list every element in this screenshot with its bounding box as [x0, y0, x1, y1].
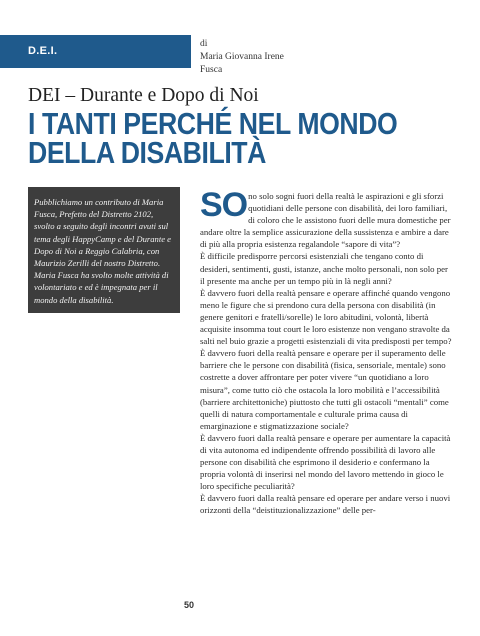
article-body: [200, 186, 452, 610]
intro-box: Pubblichiamo un contributo di Maria Fusca, Prefetto del Distretto 2102, svolto a seguito degli incontri avuti sul tema degli HappyCamp e del Durante e Dopo di Noi a Reggio Calabria, con Maurizio Zerilli del nostro Distretto. Maria Fusca ha svolto molte attività di volontariato e ed è impegnata per il mondo della disabilità.: [28, 187, 180, 313]
title-line-1: I TANTI PERCHÉ NEL MONDO: [28, 106, 398, 141]
article-title: [28, 106, 406, 170]
body-paragraph: È davvero fuori della realtà pensare e operare per il superamento delle barriere che le persone con disabilità (fisica, sensoriale, mentale) sono costrette a dover affrontare per poter vivere “un quotidiano a loro misura”, come tutto ciò che ostacola la loro mobilità e l’accessibilità (barriere architettoniche) piuttosto che tutti gli ostacoli “mentali” come quelli di natura comportamentale e culturale prima causa di emarginazione e stigmatizzazione sociale?: [200, 348, 449, 431]
byline-prefix: di: [200, 39, 208, 49]
body-paragraph: È davvero fuori dalla realtà pensare ed operare per andare verso i nuovi orizzonti della “deistituzionalizzazione” delle per-: [200, 493, 451, 516]
author-name: Maria Giovanna Irene: [200, 52, 284, 62]
section-tag: D.E.I.: [0, 35, 191, 68]
page-number: 50: [184, 600, 195, 610]
body-paragraph: È davvero fuori dalla realtà pensare e operare per aumentare la capacità di vita autonoma ed indipendente offrendo possibilità di lavoro alle persone con disabilità che esprimono il desiderio e confermano la propria volontà di inserirsi nel mondo del lavoro mettendo in gioco le loro specifiche peculiarità?: [200, 432, 451, 492]
title-line-2: DELLA DISABILITÀ: [28, 135, 266, 170]
body-paragraph: no solo sogni fuori della realtà le aspirazioni e gli sforzi quotidiani delle persone con disabilità, dei loro familiari, di coloro che le assistono fuori delle mura domestiche per andare oltre la semplice assicurazione della sussistenza e ambire a dare di più alla propria esistenza regalandole “sapore di vita”?: [200, 191, 451, 250]
article-subtitle: DEI – Durante e Dopo di Noi: [28, 85, 259, 106]
body-paragraph: È davvero fuori della realtà pensare e operare affinché quando vengono meno le figure che si prendono cura della persona con disabilità (in genere genitori e fratelli/sorelle) le loro abitudini, volontà, libertà acquisite insomma tout court le loro esistenze non vengano stravolte da salti nel buio grazie a progetti esistenziali di vita predisposti per tempo?: [200, 287, 452, 347]
author-byline: [200, 38, 284, 77]
author-surname: Fusca: [200, 65, 223, 75]
drop-cap: SO: [200, 186, 248, 224]
body-paragraph: È difficile predisporre percorsi esistenziali che tengano conto di desideri, sentimenti, gusti, istanze, anche molto personali, non solo per il presente ma anche per un tempo più in là negli anni?: [200, 251, 448, 286]
